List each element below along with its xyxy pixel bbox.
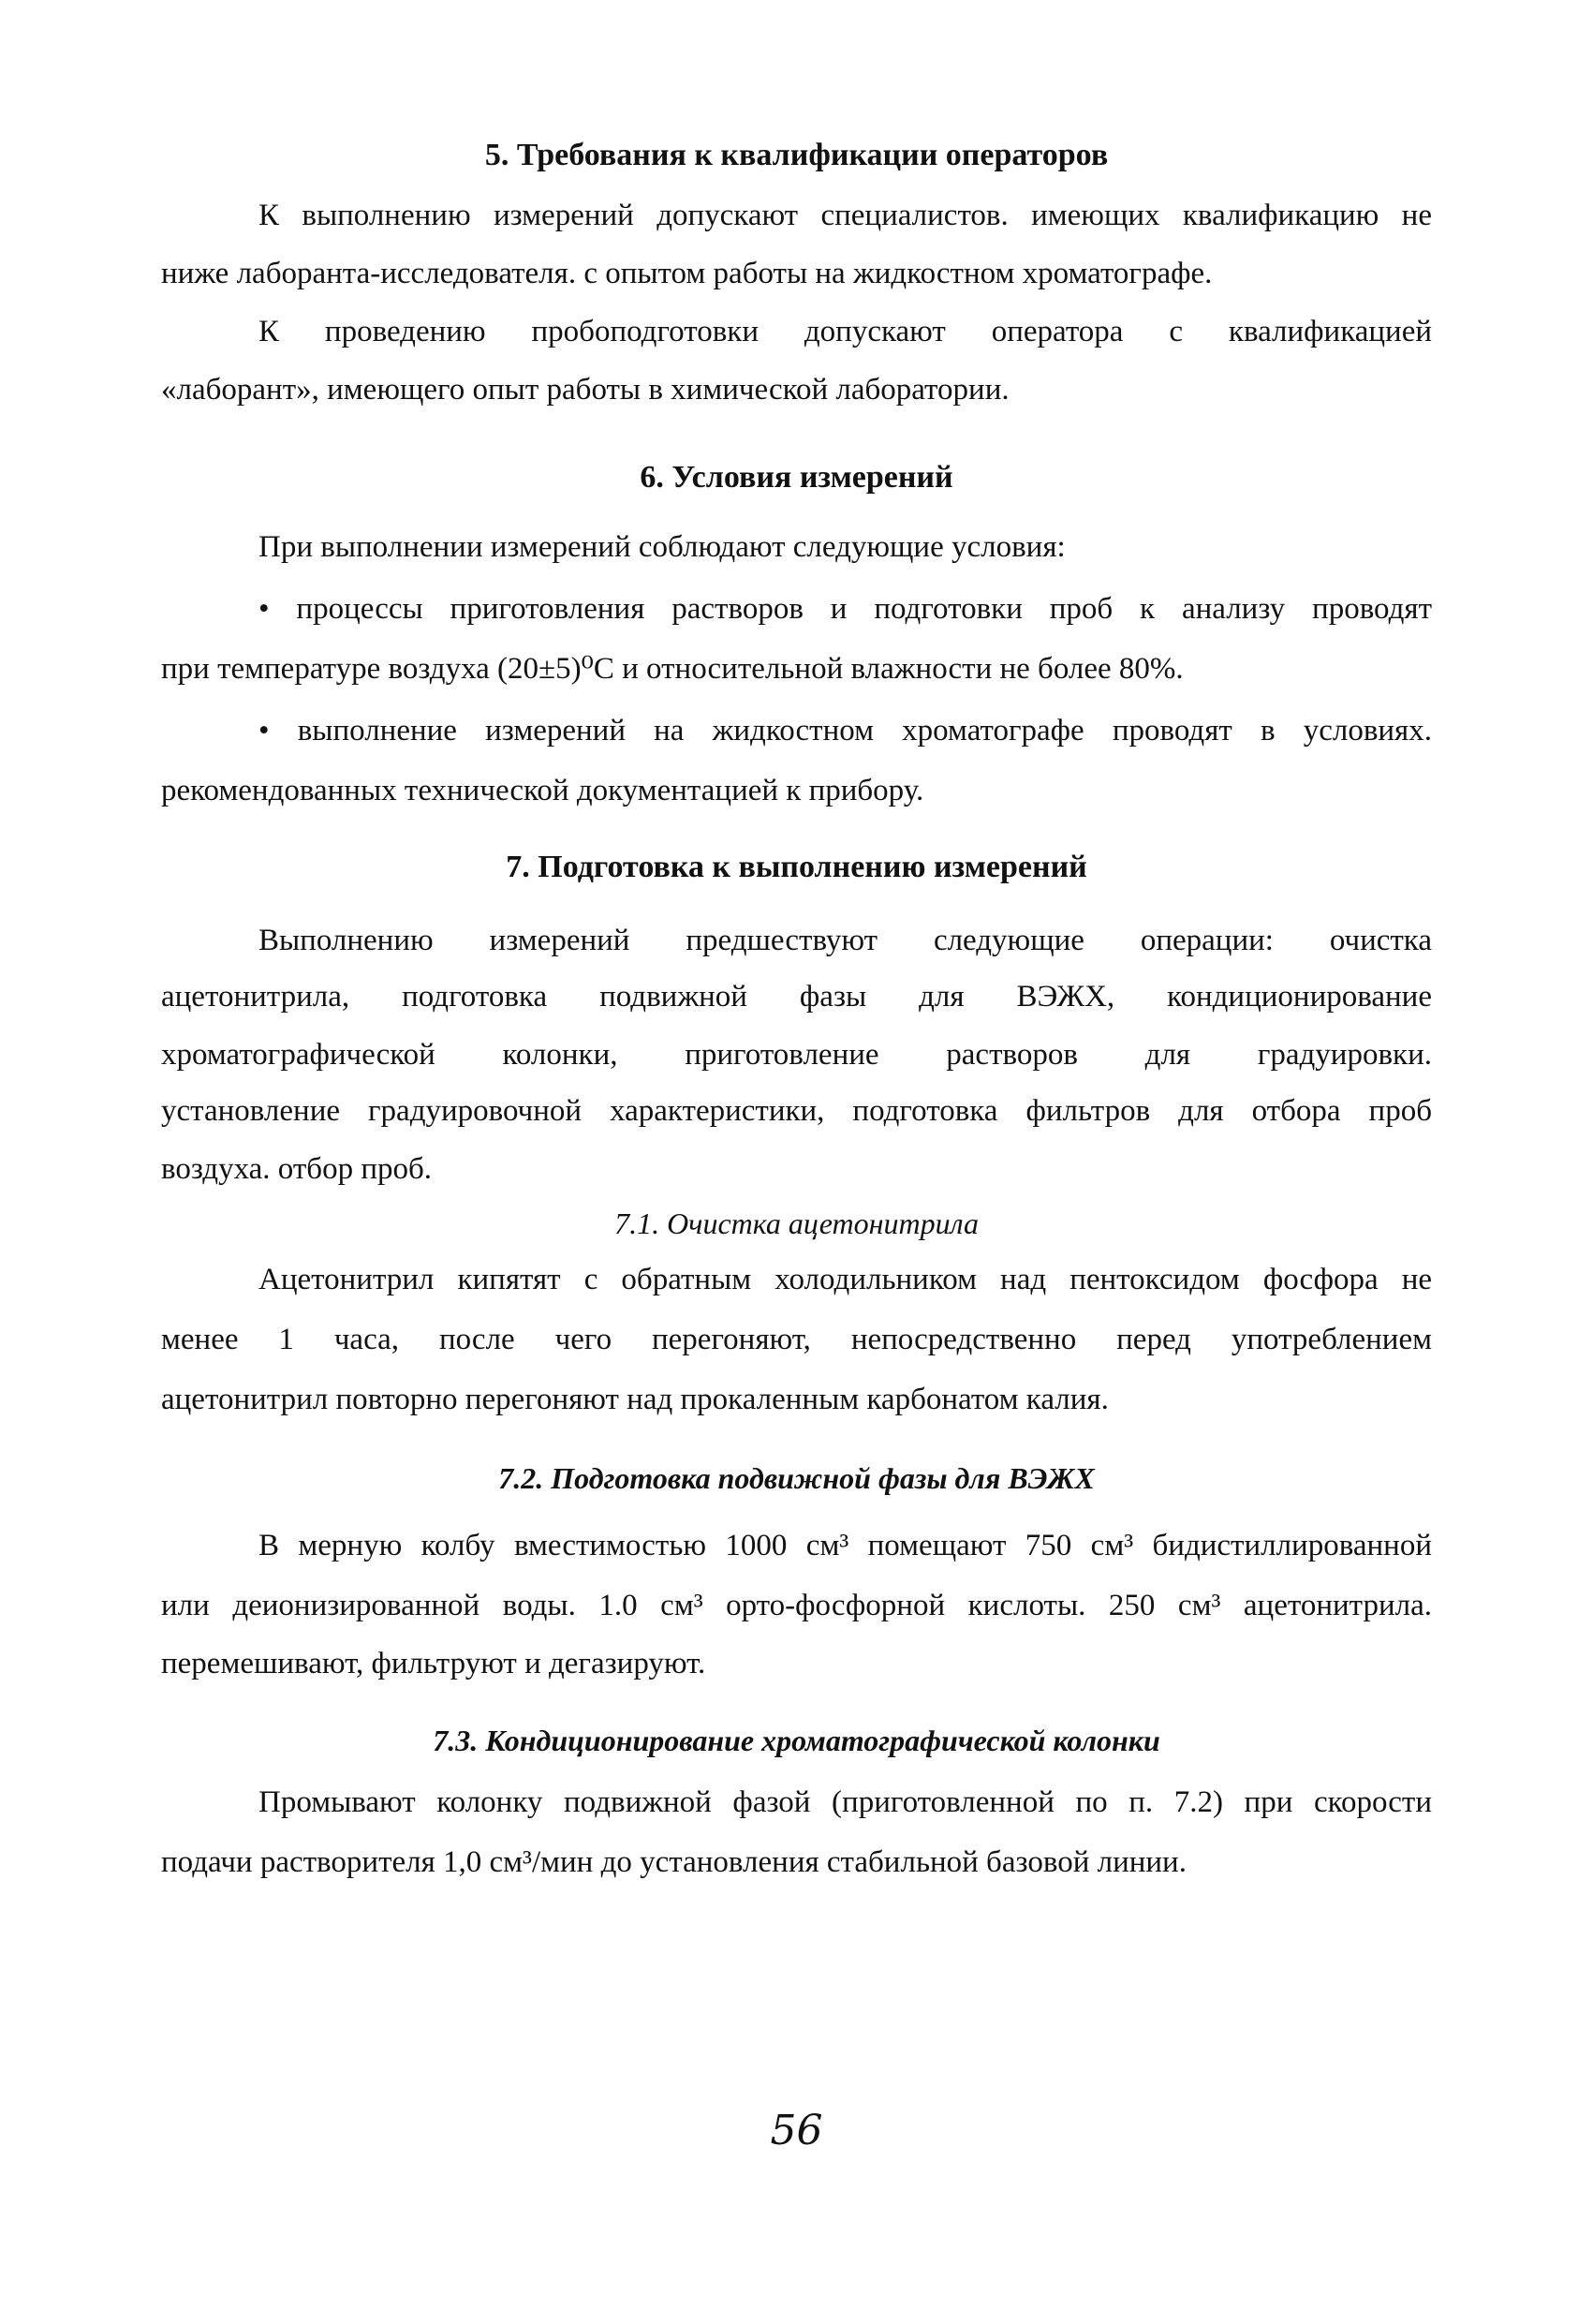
section-6-title: 6. Условия измерений (640, 460, 953, 495)
section-7-3-line-1: Промывают колонку подвижной фазой (приготовленной по п. 7.2) при скорости (258, 1785, 1432, 1819)
section-7-line-2: ацетонитрила, подготовка подвижной фазы для ВЭЖХ, кондиционирование (161, 980, 1432, 1014)
section-6-line-1: При выполнении измерений соблюдают следующие условия: (258, 530, 1066, 564)
section-6-bullet-2: • выполнение измерений на жидкостном хроматографе проводят в условиях. (258, 714, 1432, 748)
section-7-1-title: 7.1. Очистка ацетонитрила (614, 1206, 979, 1240)
section-7-line-4: установление градуировочной характеристики, подготовка фильтров для отбора проб (161, 1094, 1432, 1128)
section-7-2-line-1: В мерную колбу вместимостью 1000 см³ помещают 750 см³ бидистиллированной (258, 1529, 1432, 1562)
section-7-3-title: 7.3. Кондиционирование хроматографической колонки (433, 1724, 1160, 1757)
section-7-line-3: хроматографической колонки, приготовление растворов для градуировки. (161, 1038, 1432, 1072)
section-7-2-line-2: или деионизированной воды. 1.0 см³ орто-фосфорной кислоты. 250 см³ ацетонитрила. (161, 1589, 1432, 1622)
section-6-line-5: рекомендованных технической документацией к прибору. (161, 774, 924, 807)
section-6-line-3: при температуре воздуха (20±5)⁰С и относительной влажности не более 80%. (161, 652, 1184, 686)
section-7-3-line-2: подачи растворителя 1,0 см³/мин до установления стабильной базовой линии. (161, 1845, 1187, 1879)
section-7-1-line-1: Ацетонитрил кипятят с обратным холодильником над пентоксидом фосфора не (258, 1263, 1432, 1296)
section-7-line-1: Выполнению измерений предшествуют следующие операции: очистка (258, 924, 1432, 957)
section-5-line-3: К проведению пробоподготовки допускают оператора с квалификацией (258, 315, 1432, 348)
page-number: 56 (770, 2107, 823, 2154)
section-7-2-title: 7.2. Подготовка подвижной фазы для ВЭЖХ (498, 1461, 1095, 1495)
section-5-line-2: ниже лаборанта-исследователя. с опытом работы на жидкостном хроматографе. (161, 257, 1213, 290)
section-6-bullet-1: • процессы приготовления растворов и подготовки проб к анализу проводят (258, 592, 1432, 626)
section-7-2-line-3: перемешивают, фильтруют и дегазируют. (161, 1647, 706, 1680)
section-7-1-line-3: ацетонитрил повторно перегоняют над прокаленным карбонатом калия. (161, 1383, 1109, 1416)
section-5-title: 5. Требования к квалификации операторов (484, 138, 1109, 172)
section-5-line-1: К выполнению измерений допускают специалистов. имеющих квалификацию не (258, 199, 1432, 232)
section-7-line-5: воздуха. отбор проб. (161, 1152, 433, 1186)
section-7-1-line-2: менее 1 часа, после чего перегоняют, непосредственно перед употреблением (161, 1323, 1432, 1356)
section-5-line-4: «лаборант», имеющего опыт работы в химической лаборатории. (161, 373, 1010, 407)
section-7-title: 7. Подготовка к выполнению измерений (506, 850, 1087, 884)
